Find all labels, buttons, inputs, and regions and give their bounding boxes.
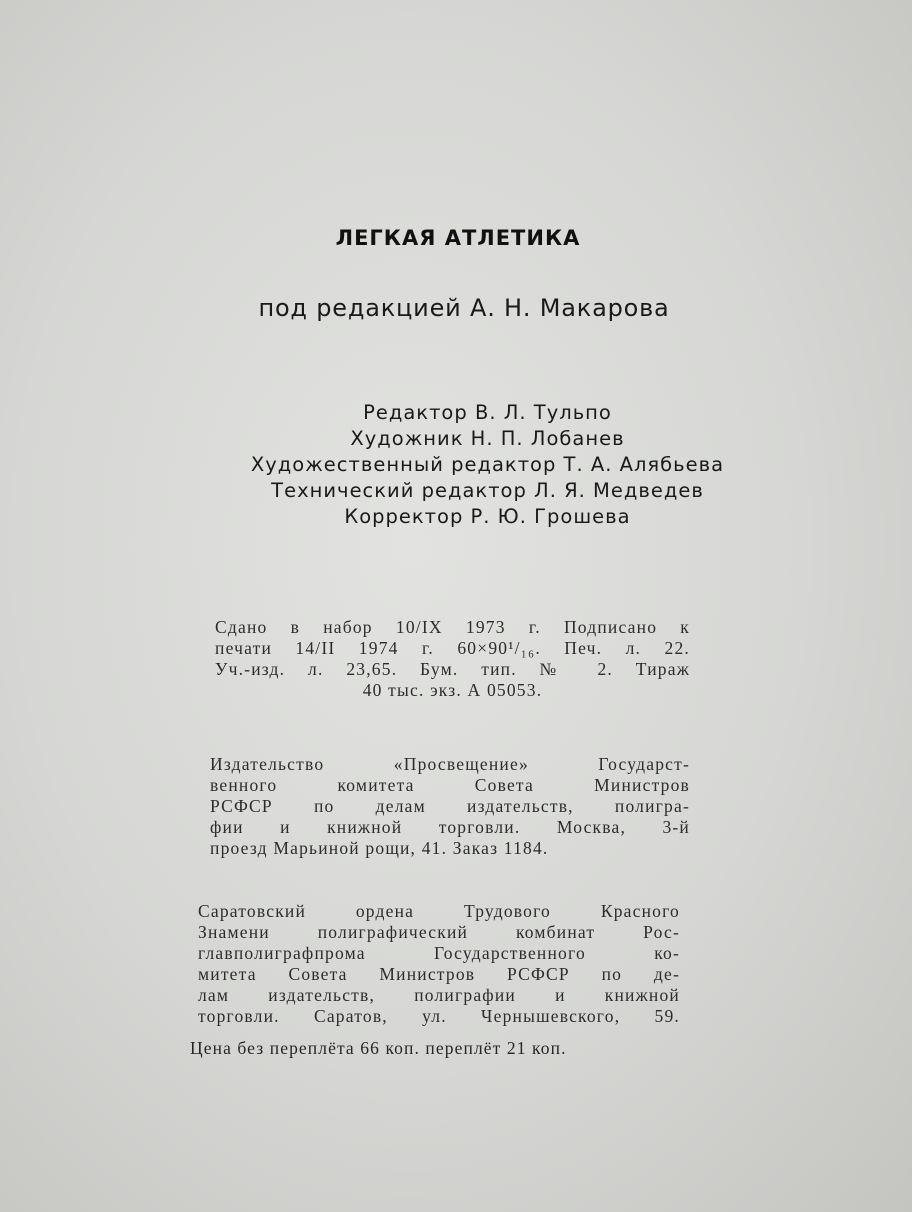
credit-line: Художник Н. П. Лобанев	[350, 427, 625, 450]
price-line: Цена без переплёта 66 коп. переплёт 21 коп.	[190, 1038, 567, 1058]
credit-line: Художественный редактор Т. А. Алябьева	[250, 453, 725, 476]
publisher-line: фии и книжной торговли. Москва, 3-й	[210, 817, 690, 837]
imprint-line: Уч.-изд. л. 23,65. Бум. тип. № 2. Тираж	[215, 659, 690, 679]
imprint-line: Сдано в набор 10/IX 1973 г. Подписано к	[215, 617, 690, 637]
publisher-block	[210, 754, 690, 859]
imprint-line: печати 14/II 1974 г. 60×90¹/₁₆. Печ. л. 22.	[215, 638, 690, 658]
publisher-line: проезд Марьиной рощи, 41. Заказ 1184.	[210, 838, 549, 858]
book-title: ЛЕГКАЯ АТЛЕТИКА	[335, 226, 581, 250]
credit-line: Технический редактор Л. Я. Медведев	[271, 479, 704, 502]
printer-block	[198, 901, 680, 1027]
imprint-block	[215, 617, 690, 701]
publisher-line: РСФСР по делам издательств, полигра-	[210, 796, 690, 816]
printer-line: Саратовский ордена Трудового Красного	[198, 901, 680, 921]
printer-line: Знамени полиграфический комбинат Рос-	[198, 922, 680, 942]
credit-line: Редактор В. Л. Тульпо	[363, 401, 612, 424]
credits-block	[120, 400, 855, 530]
publisher-line: Издательство «Просвещение» Государст-	[210, 754, 690, 774]
publisher-line: венного комитета Совета Министров	[210, 775, 690, 795]
editor-line: под редакцией А. Н. Макарова	[258, 294, 670, 322]
credit-line: Корректор Р. Ю. Грошева	[344, 505, 631, 528]
imprint-line: 40 тыс. экз. А 05053.	[362, 680, 543, 700]
printer-line: главполиграфпрома Государственного ко-	[198, 943, 680, 963]
printer-line: митета Совета Министров РСФСР по де-	[198, 964, 680, 984]
printer-line: торговли. Саратов, ул. Чернышевского, 59.	[198, 1006, 680, 1026]
printer-line: лам издательств, полиграфии и книжной	[198, 985, 680, 1005]
